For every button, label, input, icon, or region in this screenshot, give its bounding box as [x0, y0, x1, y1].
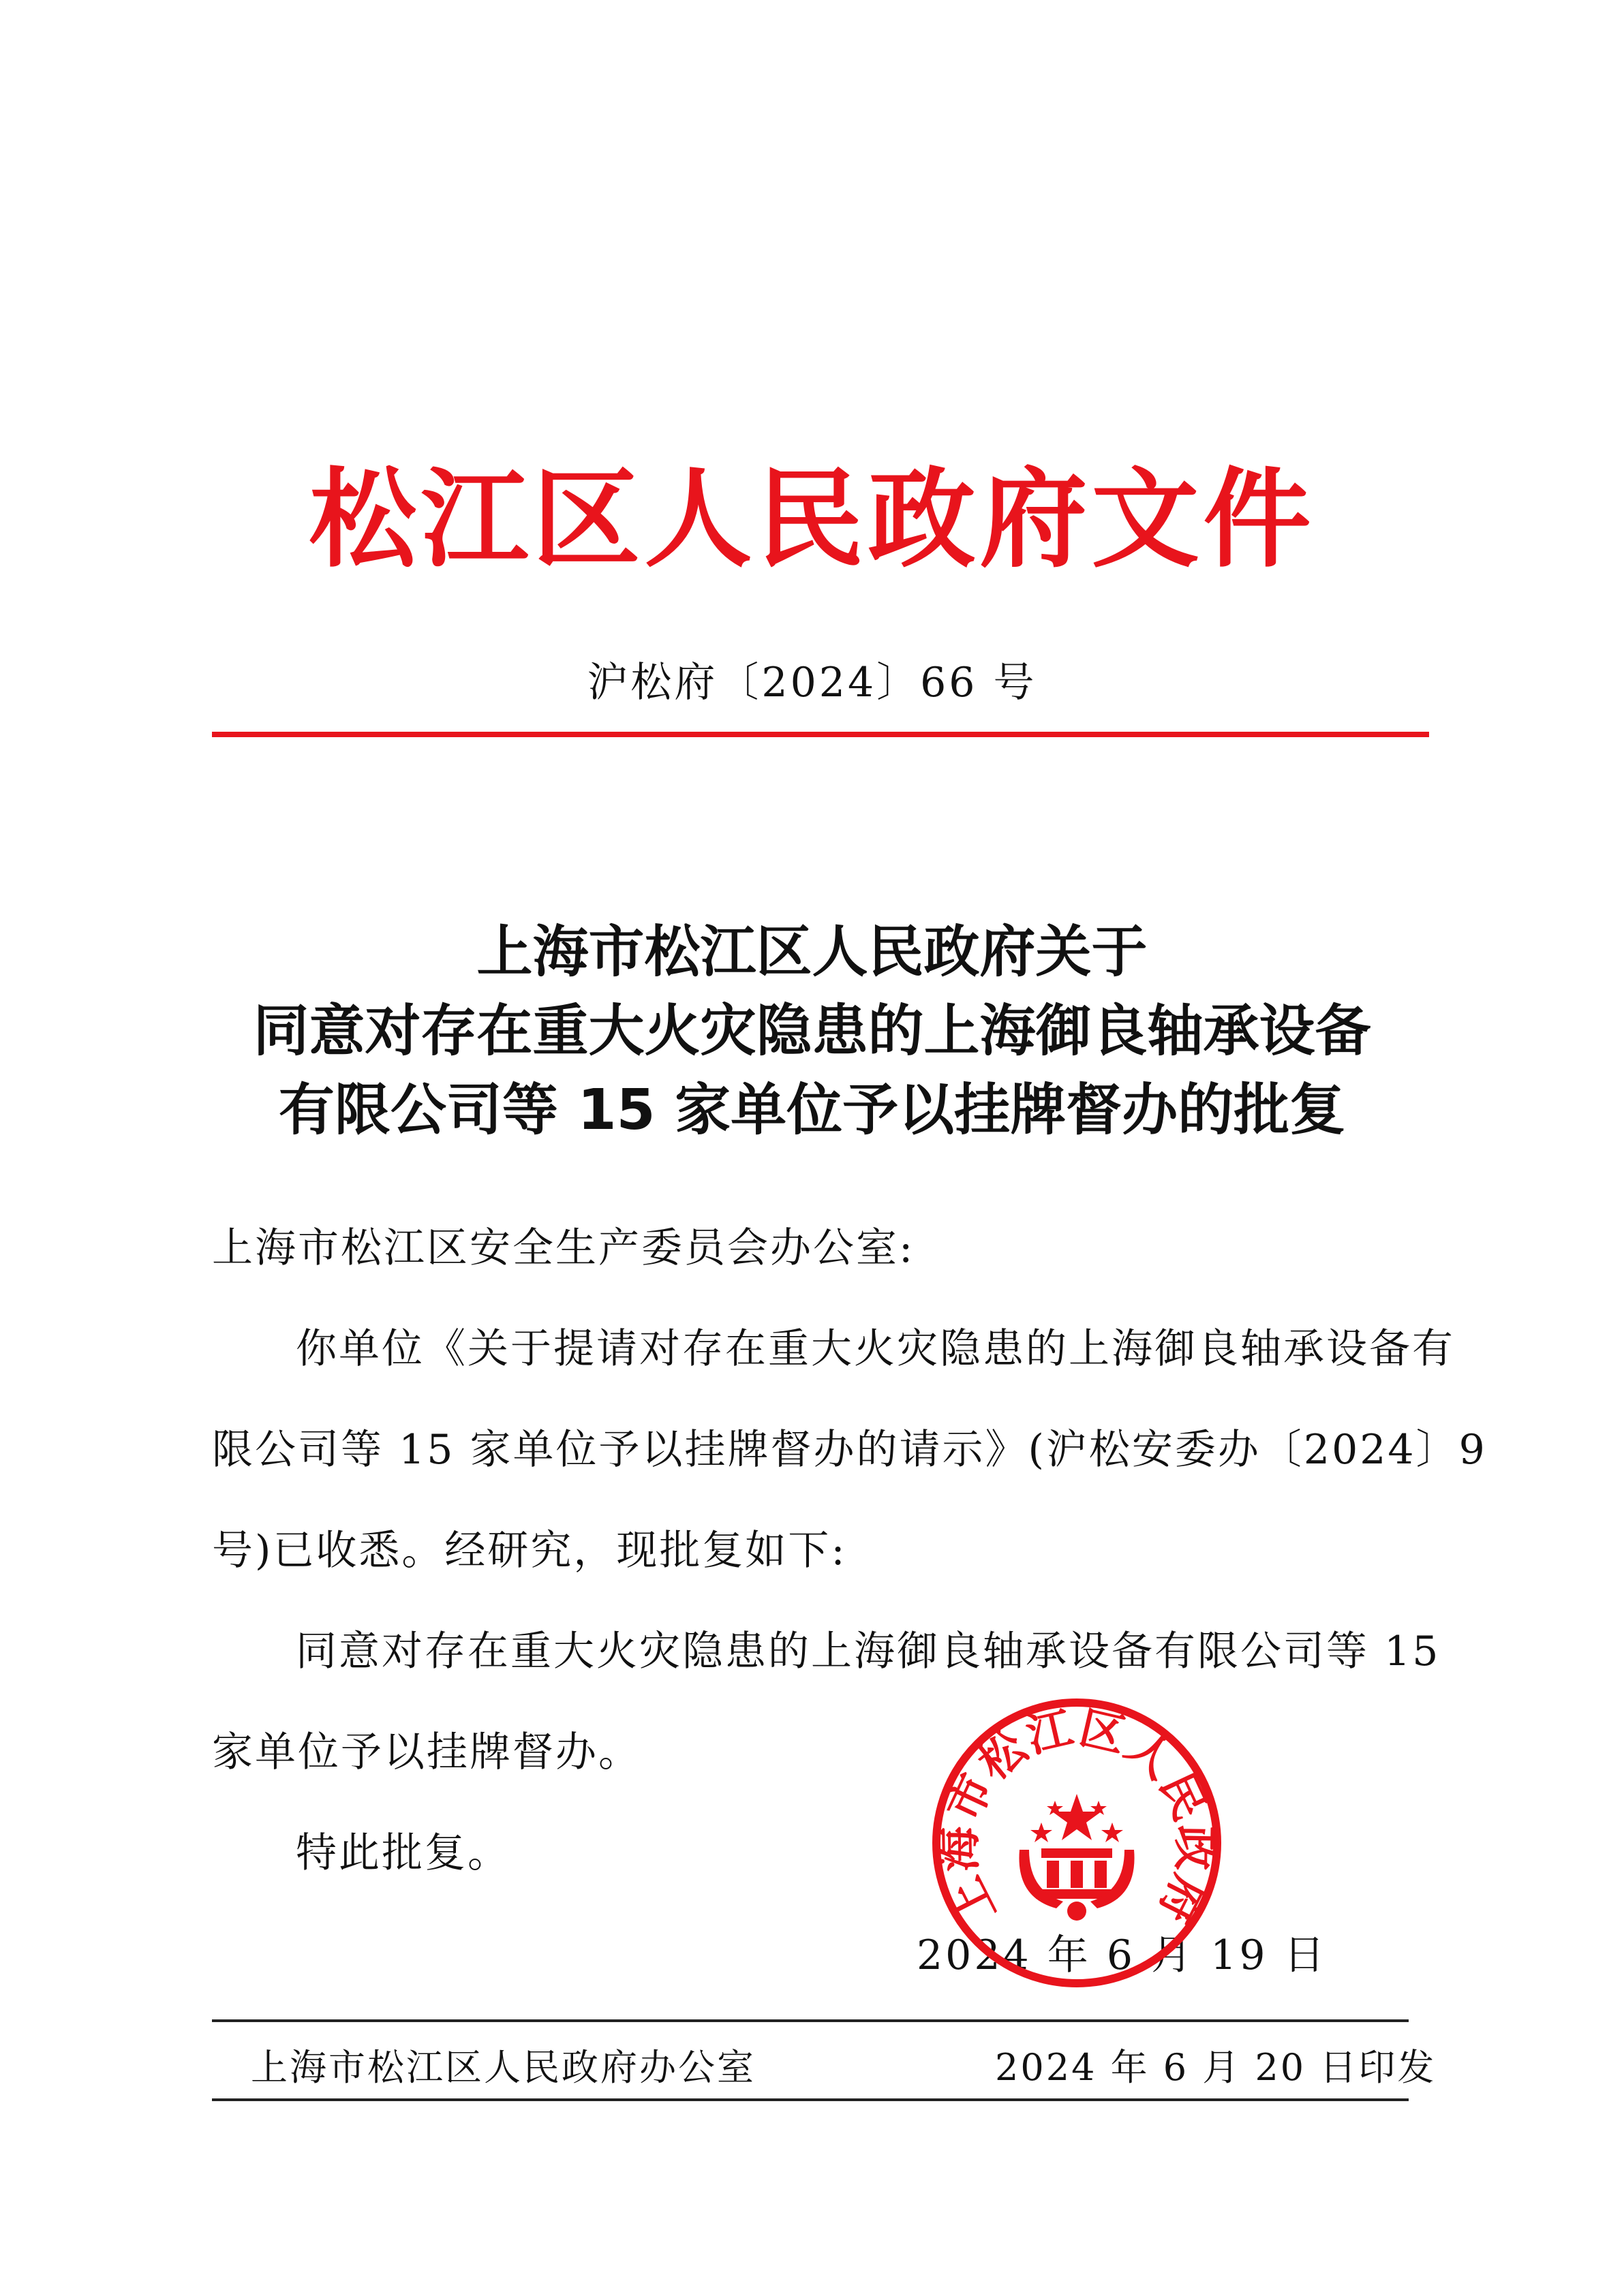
closing-phrase: 特此批复。 — [296, 1829, 510, 1877]
title-line-3: 有限公司等 15 家单位予以挂牌督办的批复 — [278, 1078, 1346, 1143]
paragraph-2-line-2: 家单位予以挂牌督办。 — [212, 1728, 641, 1776]
paragraph-2-line-1: 同意对存在重大火灾隐患的上海御良轴承设备有限公司等 15 — [296, 1628, 1441, 1675]
svg-text:上海市松江区人民政府: 上海市松江区人民政府 — [932, 1701, 1221, 1933]
official-seal-icon — [927, 1693, 1227, 1993]
footer-issuer: 上海市松江区人民政府办公室 — [251, 2046, 756, 2089]
paragraph-1-line-1: 你单位《关于提请对存在重大火灾隐患的上海御良轴承设备有 — [296, 1325, 1455, 1373]
title-line-2: 同意对存在重大火灾隐患的上海御良轴承设备 — [253, 999, 1371, 1064]
footer-issue-date: 2024 年 6 月 20 日印发 — [995, 2046, 1437, 2089]
footer-top-rule — [212, 2019, 1409, 2022]
signature-date: 2024 年 6 月 19 日 — [917, 1932, 1328, 1979]
document-number: 沪松府〔2024〕66 号 — [587, 659, 1037, 707]
masthead-title: 松江区人民政府文件 — [309, 457, 1315, 583]
red-header-divider — [212, 732, 1429, 737]
title-line-1: 上海市松江区人民政府关于 — [476, 920, 1148, 984]
footer-bottom-rule — [212, 2098, 1409, 2101]
paragraph-1-line-2: 限公司等 15 家单位予以挂牌督办的请示》(沪松安委办〔2024〕9 — [212, 1426, 1487, 1474]
addressee: 上海市松江区安全生产委员会办公室: — [212, 1224, 915, 1272]
document-title — [0, 913, 1624, 1150]
paragraph-1-line-3: 号)已收悉。经研究，现批复如下: — [212, 1527, 847, 1574]
